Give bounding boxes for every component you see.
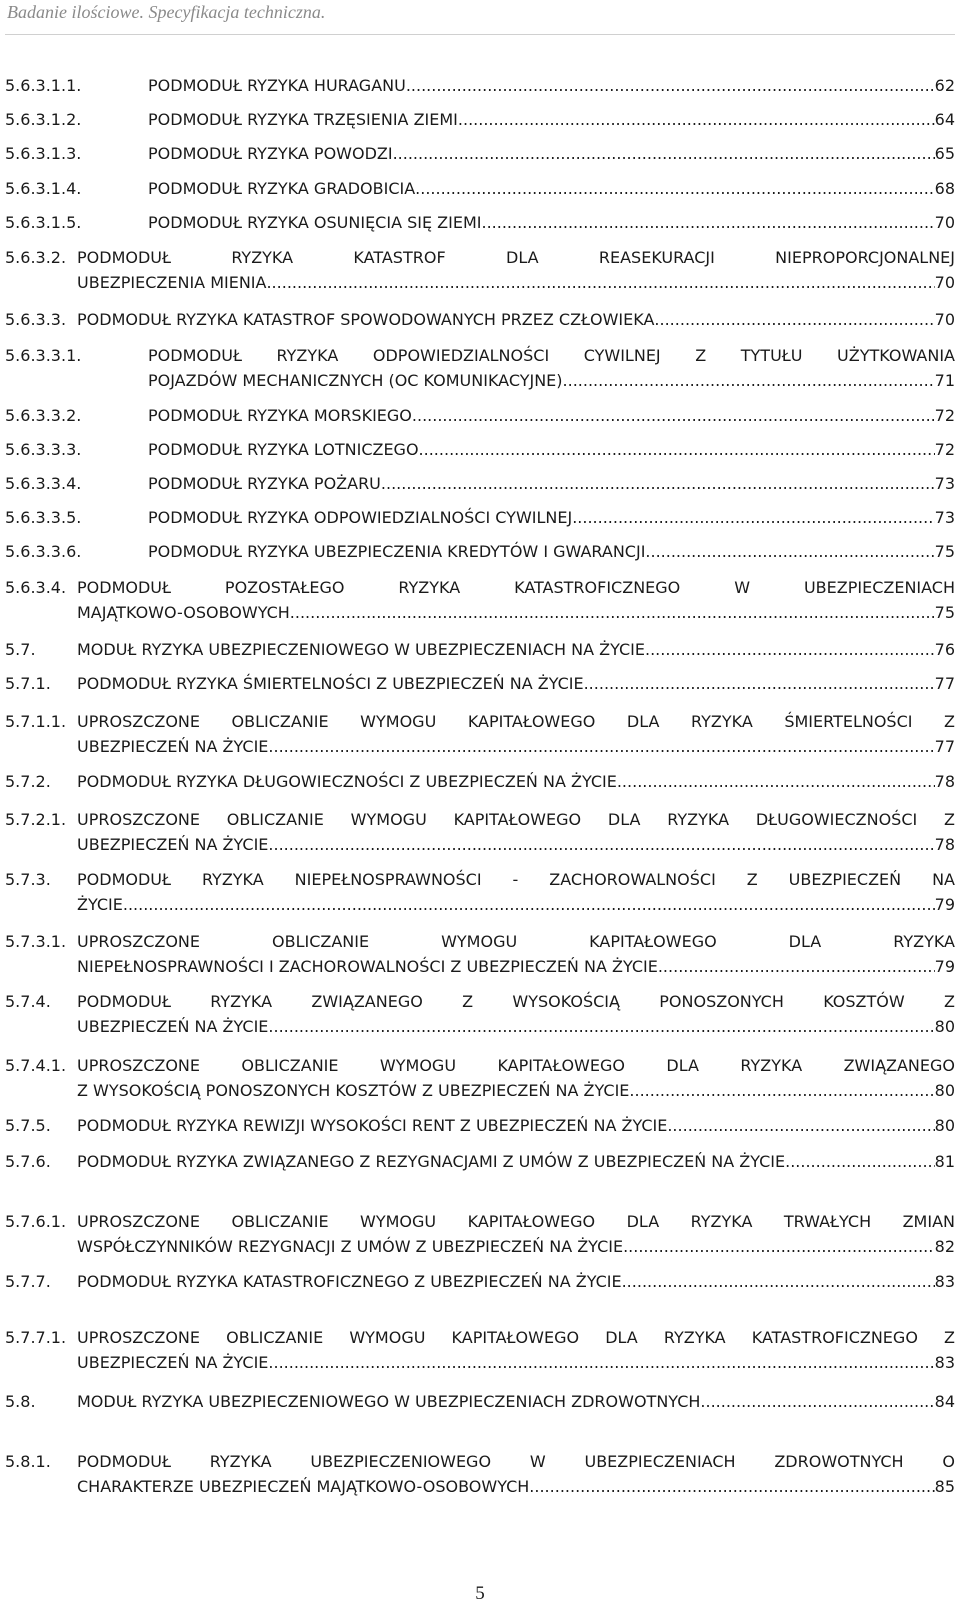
dot-leader (412, 404, 935, 429)
toc-title-line: UPROSZCZONE OBLICZANIE WYMOGU KAPITAŁOWEGO DLA RYZYKA ŚMIERTELNOŚCI Z (77, 712, 955, 731)
toc-page: 70 (934, 272, 955, 292)
dot-leader (406, 74, 935, 99)
toc-number: 5.7.7. (5, 1272, 51, 1291)
page-number: 5 (475, 1583, 485, 1604)
toc-text (77, 1054, 955, 1103)
toc-page: 79 (934, 956, 955, 976)
toc-title: PODMODUŁ RYZYKA ZWIĄZANEGO Z REZYGNACJAMI Z UMÓW Z UBEZPIECZEŃ NA ŻYCIE (77, 1152, 786, 1171)
toc-entry[interactable] (5, 108, 955, 133)
toc-page: 62 (934, 76, 955, 95)
dot-leader (623, 1235, 935, 1260)
dot-leader (290, 601, 935, 626)
toc-page: 81 (934, 1152, 955, 1171)
toc-number: 5.6.3.1.5. (5, 213, 82, 232)
toc-number: 5.8. (5, 1392, 36, 1411)
toc-text (77, 930, 955, 979)
toc-title-line: POJAZDÓW MECHANICZNYCH (OC KOMUNIKACYJNE) (148, 370, 563, 390)
dot-leader (268, 833, 934, 858)
toc-number: 5.6.3.4. (5, 578, 67, 597)
toc-text (77, 1270, 955, 1295)
toc-page: 73 (934, 508, 955, 527)
toc-number: 5.6.3.3. (5, 310, 67, 329)
toc-title-line: UPROSZCZONE OBLICZANIE WYMOGU KAPITAŁOWEGO DLA RYZYKA KATASTROFICZNEGO Z (77, 1328, 955, 1347)
dot-leader (266, 271, 934, 296)
toc-number: 5.6.3.1.4. (5, 179, 82, 198)
toc-page: 71 (934, 370, 955, 390)
toc-number: 5.7.4.1. (5, 1056, 67, 1075)
dot-leader (629, 1079, 934, 1104)
toc-number: 5.7.2. (5, 772, 51, 791)
toc-entry[interactable] (5, 1114, 955, 1139)
toc-number: 5.7.5. (5, 1116, 51, 1135)
toc-number: 5.7.4. (5, 992, 51, 1011)
toc-title-line: UBEZPIECZEŃ NA ŻYCIE (77, 1016, 269, 1036)
toc-page: 83 (934, 1272, 955, 1291)
toc-title: PODMODUŁ RYZYKA OSUNIĘCIA SIĘ ZIEMI (148, 213, 482, 232)
toc-text (77, 638, 955, 663)
toc-entry[interactable] (5, 344, 955, 393)
toc-entry[interactable] (5, 246, 955, 295)
toc-number: 5.7.6.1. (5, 1212, 67, 1231)
header-rule (5, 34, 955, 35)
toc-number: 5.7.2.1. (5, 810, 67, 829)
toc-entry[interactable] (5, 672, 955, 697)
toc-title-line: UPROSZCZONE OBLICZANIE WYMOGU KAPITAŁOWEGO DLA RYZYKA (77, 932, 955, 951)
toc-title: PODMODUŁ RYZYKA GRADOBICIA (148, 179, 416, 198)
toc-entry[interactable] (5, 404, 955, 429)
toc-number: 5.7.1.1. (5, 712, 67, 731)
toc-title: PODMODUŁ RYZYKA ODPOWIEDZIALNOŚCI CYWILNEJ (148, 508, 573, 527)
toc-title-line: WSPÓŁCZYNNIKÓW REZYGNACJI Z UMÓW Z UBEZPIECZEŃ NA ŻYCIE (77, 1236, 624, 1256)
toc-title: PODMODUŁ RYZYKA TRZĘSIENIA ZIEMI (148, 110, 458, 129)
toc-page: 80 (934, 1016, 955, 1036)
toc-number: 5.6.3.3.5. (5, 508, 82, 527)
toc-text (77, 868, 955, 917)
toc-title-line: PODMODUŁ RYZYKA NIEPEŁNOSPRAWNOŚCI - ZACHOROWALNOŚCI Z UBEZPIECZEŃ NA (77, 870, 955, 889)
toc-title: MODUŁ RYZYKA UBEZPIECZENIOWEGO W UBEZPIECZENIACH NA ŻYCIE (77, 640, 645, 659)
toc-number: 5.7. (5, 640, 36, 659)
dot-leader (654, 308, 934, 333)
dot-leader (419, 438, 935, 463)
toc-entry[interactable] (5, 1390, 955, 1415)
toc-number: 5.7.1. (5, 674, 51, 693)
toc-title-line: UBEZPIECZENIA MIENIA (77, 272, 267, 292)
toc-number: 5.6.3.3.3. (5, 440, 82, 459)
toc-page: 83 (934, 1352, 955, 1372)
toc-text (77, 1150, 955, 1175)
toc-entry[interactable] (5, 438, 955, 463)
toc-text (77, 672, 955, 697)
dot-leader (458, 108, 935, 133)
toc-page: 78 (934, 772, 955, 791)
dot-leader (645, 540, 934, 565)
toc-text (77, 1450, 955, 1499)
toc-number: 5.6.3.1.1. (5, 76, 82, 95)
toc-title-line: UBEZPIECZEŃ NA ŻYCIE (77, 1352, 269, 1372)
dot-leader (584, 672, 935, 697)
toc-entry[interactable] (5, 1326, 955, 1375)
toc-title-line: UPROSZCZONE OBLICZANIE WYMOGU KAPITAŁOWEGO DLA RYZYKA DŁUGOWIECZNOŚCI Z (77, 810, 955, 829)
toc-entry[interactable] (5, 142, 955, 167)
page-header: Badanie ilościowe. Specyfikacja techniczna. (7, 2, 326, 22)
toc-text (148, 404, 955, 429)
toc-text (148, 142, 955, 167)
dot-leader (700, 1390, 934, 1415)
toc-title: PODMODUŁ RYZYKA ŚMIERTELNOŚCI Z UBEZPIECZEŃ NA ŻYCIE (77, 674, 584, 693)
toc-entry[interactable] (5, 1210, 955, 1259)
dot-leader (622, 1270, 935, 1295)
toc-text (77, 808, 955, 857)
toc-text (148, 506, 955, 531)
toc-text (77, 990, 955, 1039)
toc-number: 5.8.1. (5, 1452, 51, 1471)
dot-leader (617, 770, 935, 795)
toc-title-line: ŻYCIE (77, 894, 123, 914)
toc-text (77, 770, 955, 795)
toc-number: 5.7.7.1. (5, 1328, 67, 1347)
toc-number: 5.7.3.1. (5, 932, 67, 951)
toc-number: 5.6.3.3.4. (5, 474, 82, 493)
toc-title-line: UPROSZCZONE OBLICZANIE WYMOGU KAPITAŁOWEGO DLA RYZYKA TRWAŁYCH ZMIAN (77, 1212, 955, 1231)
toc-entry[interactable] (5, 74, 955, 99)
toc-page: 84 (934, 1392, 955, 1411)
toc-text (77, 246, 955, 295)
toc-entry[interactable] (5, 930, 955, 979)
toc-entry[interactable] (5, 1270, 955, 1295)
toc-entry[interactable] (5, 638, 955, 663)
toc-text (77, 1326, 955, 1375)
dot-leader (667, 1114, 934, 1139)
toc-text (148, 344, 955, 393)
toc-page: 85 (934, 1476, 955, 1496)
toc-page: 65 (934, 144, 955, 163)
toc-text (77, 1114, 955, 1139)
toc-number: 5.6.3.3.1. (5, 346, 82, 365)
toc-title: PODMODUŁ RYZYKA REWIZJI WYSOKOŚCI RENT Z UBEZPIECZEŃ NA ŻYCIE (77, 1116, 668, 1135)
toc-text (77, 576, 955, 625)
toc-page: 72 (934, 406, 955, 425)
toc-page: 73 (934, 474, 955, 493)
dot-leader (645, 638, 935, 663)
toc-entry[interactable] (5, 990, 955, 1039)
toc-title-line: CHARAKTERZE UBEZPIECZEŃ MAJĄTKOWO-OSOBOWYCH (77, 1476, 530, 1496)
toc-title: PODMODUŁ RYZYKA DŁUGOWIECZNOŚCI Z UBEZPIECZEŃ NA ŻYCIE (77, 772, 617, 791)
toc-text (148, 472, 955, 497)
dot-leader (529, 1475, 934, 1500)
toc-title-line: PODMODUŁ POZOSTAŁEGO RYZYKA KATASTROFICZNEGO W UBEZPIECZENIACH (77, 578, 955, 597)
toc-number: 5.6.3.2. (5, 248, 67, 267)
toc-title: PODMODUŁ RYZYKA MORSKIEGO (148, 406, 412, 425)
toc-title: PODMODUŁ RYZYKA UBEZPIECZENIA KREDYTÓW I GWARANCJI (148, 542, 646, 561)
toc-entry[interactable] (5, 1054, 955, 1103)
toc-title-line: MAJĄTKOWO-OSOBOWYCH (77, 602, 290, 622)
dot-leader (268, 1015, 934, 1040)
toc-page: 79 (934, 894, 955, 914)
dot-leader (268, 1351, 934, 1376)
toc-number: 5.7.6. (5, 1152, 51, 1171)
toc-text (77, 710, 955, 759)
toc-text (148, 108, 955, 133)
toc-number: 5.7.3. (5, 870, 51, 889)
toc-entry[interactable] (5, 472, 955, 497)
toc-text (77, 1390, 955, 1415)
toc-page: 80 (934, 1116, 955, 1135)
toc-title-line: UBEZPIECZEŃ NA ŻYCIE (77, 736, 269, 756)
toc-title-line: PODMODUŁ RYZYKA ZWIĄZANEGO Z WYSOKOŚCIĄ PONOSZONYCH KOSZTÓW Z (77, 992, 955, 1011)
toc-text (148, 438, 955, 463)
toc-entry[interactable] (5, 211, 955, 236)
toc-text (148, 540, 955, 565)
toc-title-line: PODMODUŁ RYZYKA UBEZPIECZENIOWEGO W UBEZPIECZENIACH ZDROWOTNYCH O (77, 1452, 955, 1471)
toc-page: 76 (934, 640, 955, 659)
toc-title: PODMODUŁ RYZYKA KATASTROFICZNEGO Z UBEZPIECZEŃ NA ŻYCIE (77, 1272, 622, 1291)
toc-entry[interactable] (5, 540, 955, 565)
dot-leader (563, 369, 935, 394)
toc-text (148, 74, 955, 99)
toc-page: 77 (934, 674, 955, 693)
dot-leader (123, 893, 935, 918)
toc-page: 68 (934, 179, 955, 198)
dot-leader (393, 142, 935, 167)
toc-entry[interactable] (5, 308, 955, 333)
toc-number: 5.6.3.3.6. (5, 542, 82, 561)
toc-title-line: Z WYSOKOŚCIĄ PONOSZONYCH KOSZTÓW Z UBEZPIECZEŃ NA ŻYCIE (77, 1080, 630, 1100)
dot-leader (415, 177, 934, 202)
dot-leader (381, 472, 935, 497)
toc-entry[interactable] (5, 808, 955, 857)
toc-entry[interactable] (5, 710, 955, 759)
toc-page: 80 (934, 1080, 955, 1100)
toc-page: 78 (934, 834, 955, 854)
toc-text (77, 1210, 955, 1259)
toc-entry[interactable] (5, 506, 955, 531)
toc-title-line: PODMODUŁ RYZYKA ODPOWIEDZIALNOŚCI CYWILNEJ Z TYTUŁU UŻYTKOWANIA (148, 346, 955, 365)
toc-title-line: UPROSZCZONE OBLICZANIE WYMOGU KAPITAŁOWEGO DLA RYZYKA ZWIĄZANEGO (77, 1056, 955, 1075)
dot-leader (572, 506, 934, 531)
toc-text (77, 308, 955, 333)
toc-title-line: PODMODUŁ RYZYKA KATASTROF DLA REASEKURACJI NIEPROPORCJONALNEJ (77, 248, 955, 267)
toc-title: PODMODUŁ RYZYKA POWODZI (148, 144, 393, 163)
toc-entry[interactable] (5, 1450, 955, 1499)
toc-title: PODMODUŁ RYZYKA POŻARU (148, 474, 381, 493)
toc-number: 5.6.3.3.2. (5, 406, 82, 425)
dot-leader (658, 955, 935, 980)
toc-number: 5.6.3.1.2. (5, 110, 82, 129)
toc-page: 82 (934, 1236, 955, 1256)
toc-page: 75 (934, 542, 955, 561)
toc-entry[interactable] (5, 177, 955, 202)
toc-page: 64 (934, 110, 955, 129)
toc-entry[interactable] (5, 770, 955, 795)
toc-page: 77 (934, 736, 955, 756)
toc-title-line: NIEPEŁNOSPRAWNOŚCI I ZACHOROWALNOŚCI Z UBEZPIECZEŃ NA ŻYCIE (77, 956, 658, 976)
toc-entry[interactable] (5, 1150, 955, 1175)
toc-page: 72 (934, 440, 955, 459)
toc-title-line: UBEZPIECZEŃ NA ŻYCIE (77, 834, 269, 854)
toc-entry[interactable] (5, 576, 955, 625)
dot-leader (268, 735, 934, 760)
dot-leader (481, 211, 934, 236)
toc-title: MODUŁ RYZYKA UBEZPIECZENIOWEGO W UBEZPIECZENIACH ZDROWOTNYCH (77, 1392, 701, 1411)
toc-title: PODMODUŁ RYZYKA HURAGANU (148, 76, 406, 95)
toc-number: 5.6.3.1.3. (5, 144, 82, 163)
toc-entry[interactable] (5, 868, 955, 917)
toc-title: PODMODUŁ RYZYKA KATASTROF SPOWODOWANYCH PRZEZ CZŁOWIEKA (77, 310, 655, 329)
toc-page: 70 (934, 213, 955, 232)
toc-page: 70 (934, 310, 955, 329)
toc-page: 75 (934, 602, 955, 622)
toc-text (148, 177, 955, 202)
toc-title: PODMODUŁ RYZYKA LOTNICZEGO (148, 440, 419, 459)
dot-leader (785, 1150, 935, 1175)
toc-text (148, 211, 955, 236)
